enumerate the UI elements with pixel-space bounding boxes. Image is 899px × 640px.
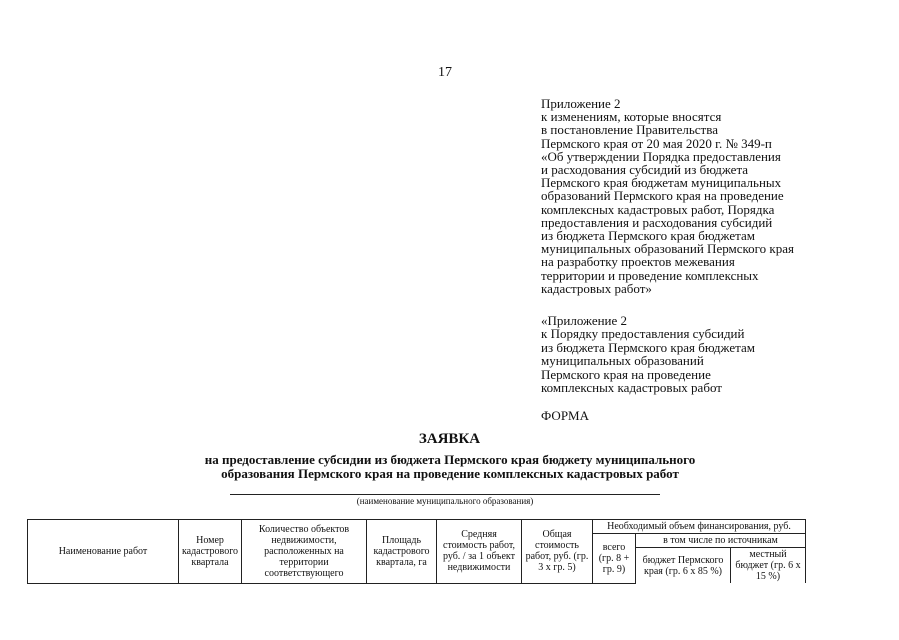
- appendix-sub-line: из бюджета Пермского края бюджетам: [541, 339, 755, 355]
- appendix-header: [541, 97, 881, 295]
- header-financing: Необходимый объем финансирования, руб.: [593, 520, 806, 534]
- form-label: ФОРМА: [541, 408, 589, 423]
- document-subtitle: [120, 453, 780, 480]
- appendix-sub: [541, 314, 881, 394]
- appendix-header-line: «Об утверждении Порядка предоставления: [541, 148, 781, 164]
- header-area: Площадь кадастрового квартала, га: [367, 520, 437, 584]
- application-form-table: [27, 519, 806, 584]
- appendix-header-line: территории и проведение комплексных: [541, 267, 759, 283]
- appendix-header-line: на разработку проектов межевания: [541, 254, 735, 270]
- header-regional-budget: бюджет Пермского края (гр. 6 х 85 %): [636, 548, 731, 584]
- table-header-row: [28, 520, 806, 534]
- appendix-header-line: муниципальных образований Пермского края: [541, 241, 794, 257]
- appendix-sub-line: «Приложение 2: [541, 313, 628, 328]
- appendix-header-line: к изменениям, которые вносятся: [541, 109, 722, 125]
- municipality-caption: (наименование муниципального образования): [356, 496, 534, 506]
- header-local-budget: местный бюджет (гр. 6 х 15 %): [731, 548, 806, 584]
- header-total-cost: Общая стоимость работ, руб. (гр. 3 х гр. 5): [522, 520, 593, 584]
- appendix-header-line: предоставления и расходования субсидий: [541, 214, 773, 230]
- header-avg-cost: Средняя стоимость работ, руб. / за 1 объект недвижимости: [437, 520, 522, 584]
- document-title: ЗАЯВКА: [418, 431, 481, 447]
- appendix-sub-line: к Порядку предоставления субсидий: [541, 326, 745, 342]
- appendix-sub-line: муниципальных образований: [541, 353, 704, 369]
- appendix-header-line: из бюджета Пермского края бюджетам: [541, 228, 755, 244]
- subtitle-line: образования Пермского края на проведение комплексных кадастровых работ: [221, 465, 679, 481]
- appendix-sub-line: комплексных кадастровых работ: [541, 380, 722, 396]
- page-number: 17: [438, 65, 452, 80]
- appendix-header-line: и расходования субсидий из бюджета: [541, 162, 749, 178]
- header-cadastral-number: Номер кадастрового квартала: [179, 520, 242, 584]
- appendix-sub-line: Пермского края на проведение: [541, 366, 711, 382]
- appendix-header-line: комплексных кадастровых работ, Порядка: [541, 201, 775, 217]
- subtitle-line: на предоставление субсидии из бюджета Пермского края бюджету муниципального: [204, 452, 696, 467]
- municipality-input-line[interactable]: [230, 494, 660, 495]
- header-total: всего (гр. 8 + гр. 9): [593, 534, 636, 584]
- appendix-header-line: Пермского края бюджетам муниципальных: [541, 175, 782, 191]
- appendix-header-line: Приложение 2: [541, 96, 621, 111]
- appendix-header-line: в постановление Правительства: [541, 122, 718, 138]
- header-objects-count: Количество объектов недвижимости, расположенных на территории соответствующего: [242, 520, 367, 584]
- header-work-name: Наименование работ: [28, 520, 179, 584]
- appendix-header-line: Пермского края от 20 мая 2020 г. № 349-п: [541, 135, 772, 151]
- appendix-header-line: образований Пермского края на проведение: [541, 188, 784, 204]
- header-sources: в том числе по источникам: [636, 534, 806, 548]
- appendix-header-line: кадастровых работ»: [541, 280, 652, 296]
